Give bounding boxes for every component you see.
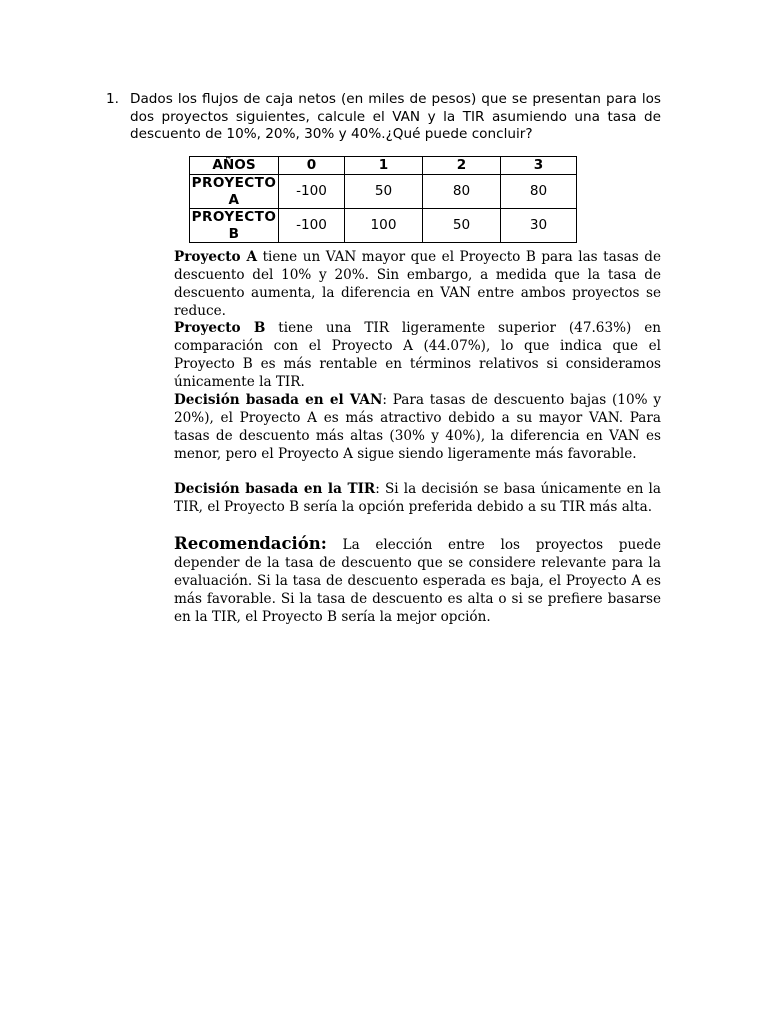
table-cell: 100 [345, 209, 423, 243]
paragraph-decision-tir [174, 480, 661, 516]
paragraph-text: tiene un VAN mayor que el Proyecto B para las tasas de descuento del 10% y 20%. Sin embargo, a medida que la tasa de descuento aumenta, la diferencia en VAN entre ambos proyectos se reduce. [174, 249, 661, 319]
question-text: Dados los flujos de caja netos (en miles de pesos) que se presentan para los dos proyectos siguientes, calcule el VAN y la TIR asumiendo una tasa de descuento de 10%, 20%, 30% y 40%.¿Qué puede concluir? [130, 91, 661, 142]
paragraph-proyecto-b [174, 319, 661, 391]
table-header-row [190, 157, 577, 175]
paragraph-text: : Para tasas de descuento bajas (10% y 20%), el Proyecto A es más atractivo debido a su mayor VAN. Para tasas de descuento más altas (30% y 40%), la diferencia en VAN es menor, pero el Proyecto A sigue siendo ligeramente más favorable. [174, 392, 661, 462]
paragraph-text: : Si la decisión se basa únicamente en la TIR, el Proyecto B sería la opción preferida debido a su TIR más alta. [174, 481, 661, 515]
paragraph-recomendacion [174, 535, 661, 626]
row-label-proyecto-b: PROYECTO B [190, 209, 279, 243]
table-cell: -100 [279, 175, 345, 209]
table-header-cell: AÑOS [190, 157, 279, 175]
paragraph-lead: Proyecto A [174, 249, 258, 265]
table-cell: 50 [423, 209, 501, 243]
table-cell: 50 [345, 175, 423, 209]
table-header-cell: 2 [423, 157, 501, 175]
table-header-cell: 1 [345, 157, 423, 175]
paragraph-lead: Decisión basada en la TIR [174, 481, 376, 497]
paragraph-lead: Proyecto B [174, 320, 266, 336]
table-cell: -100 [279, 209, 345, 243]
paragraph-decision-van [174, 391, 661, 463]
table-cell: 80 [501, 175, 577, 209]
paragraph-lead: Recomendación: [174, 534, 327, 553]
table-header-cell: 3 [501, 157, 577, 175]
row-label-proyecto-a: PROYECTO A [190, 175, 279, 209]
question-item [106, 91, 661, 144]
paragraph-text: tiene una TIR ligeramente superior (47.63%) en comparación con el Proyecto A (44.07%), lo que indica que el Proyecto B es más rentable en términos relativos si consideramos únicamente la TIR. [174, 320, 661, 390]
paragraph-text: La elección entre los proyectos puede depender de la tasa de descuento que se considere relevante para la evaluación. Si la tasa de descuento esperada es baja, el Proyecto A es más favorable. Si la tasa de descuento es alta o si se prefiere basarse en la TIR, el Proyecto B sería la mejor opción. [174, 537, 661, 625]
table-header-cell: 0 [279, 157, 345, 175]
table-cell: 30 [501, 209, 577, 243]
question-number: 1. [106, 91, 119, 107]
paragraph-lead: Decisión basada en el VAN [174, 392, 383, 408]
paragraph-proyecto-a [174, 248, 661, 320]
table-row [190, 175, 577, 209]
cash-flow-table [189, 156, 577, 243]
table-row [190, 209, 577, 243]
table-cell: 80 [423, 175, 501, 209]
